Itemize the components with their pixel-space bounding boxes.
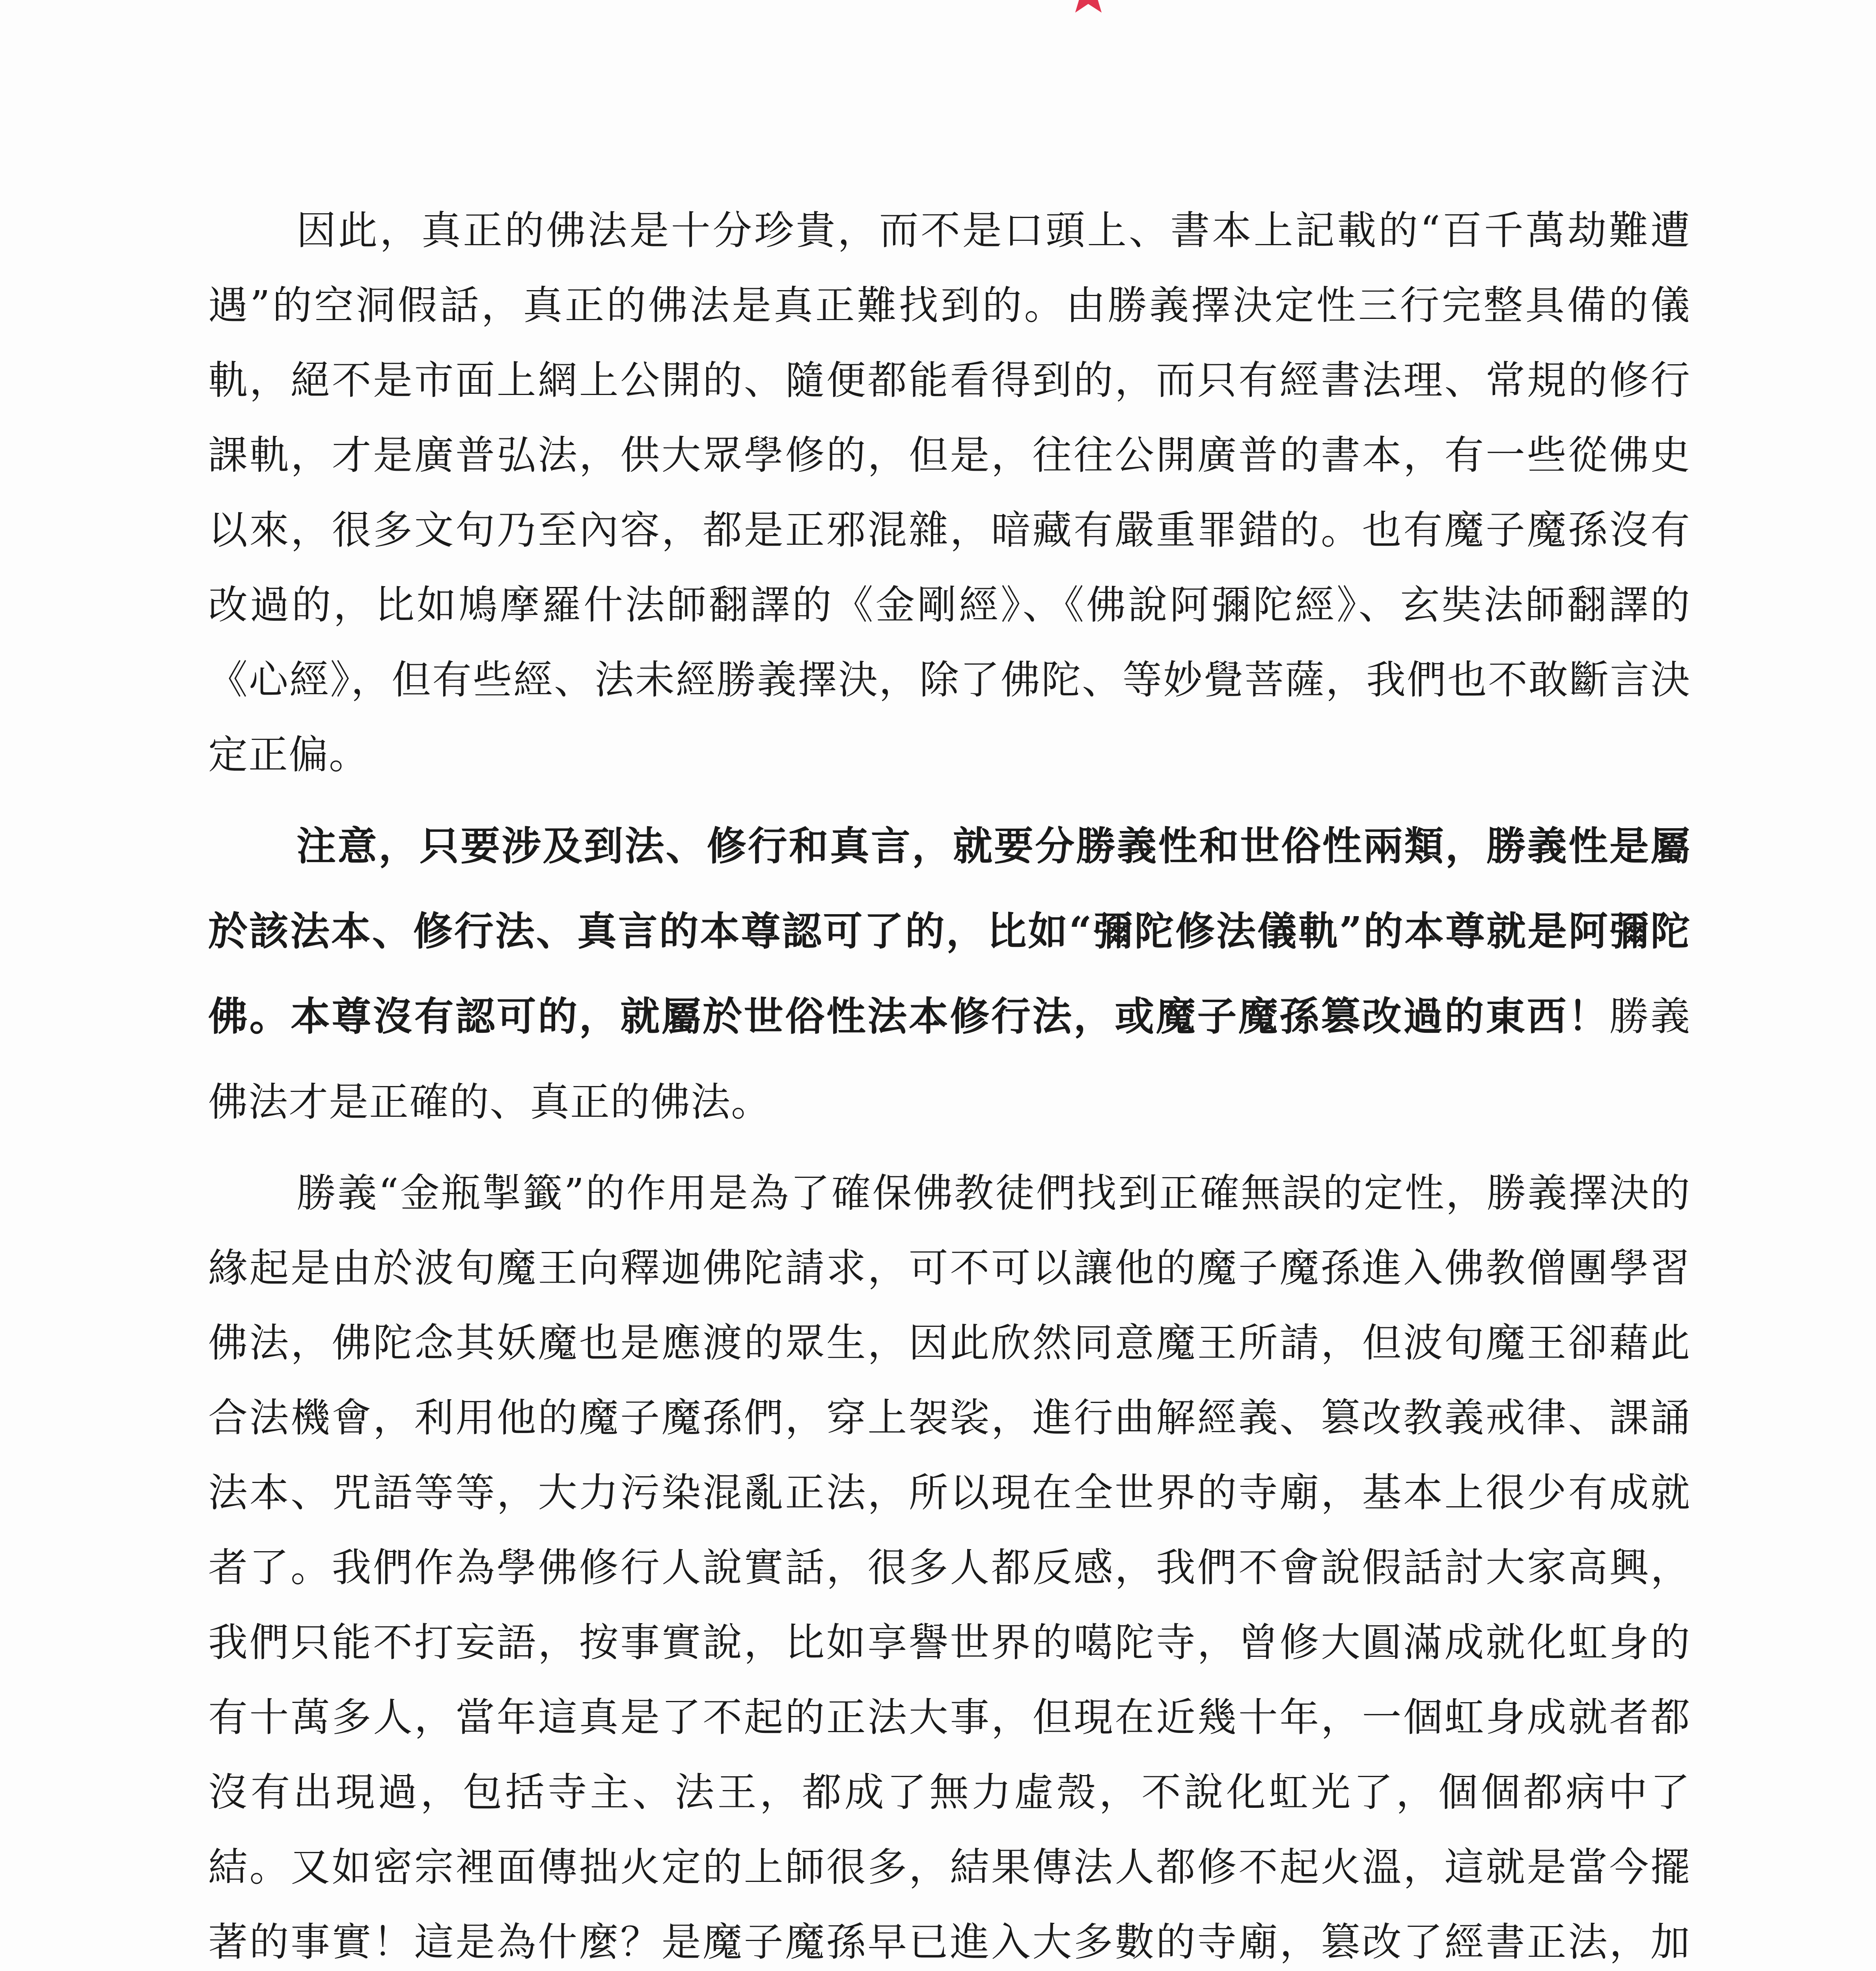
paragraph-2-normal: 勝義佛法才是正確的、真正的佛法。 [208,993,1691,1125]
seal-star-icon [1068,0,1109,13]
paragraph-1: 因此，真正的佛法是十分珍貴，而不是口頭上、書本上記載的“百千萬劫難遭遇”的空洞假話，真正的佛法是真正難找到的。由勝義擇決定性三行完整具備的儀軌，絕不是市面上網上公開的、隨便都能看得到的，而只有經書法理、常規的修行課軌，才是廣普弘法，供大眾學修的，但是，往往公開廣普的書本，有一些從佛史以來，很多文句乃至內容，都是正邪混雜，暗藏有嚴重罪錯的。也有魔子魔孫沒有改過的，比如鳩摩羅什法師翻譯的《金剛經》、《佛說阿彌陀經》、玄奘法師翻譯的《心經》，但有些經、法未經勝義擇決，除了佛陀、等妙覺菩薩，我們也不敢斷言決定正偏。 [208,207,1691,778]
paragraph-2-bold: 注意，只要涉及到法、修行和真言，就要分勝義性和世俗性兩類，勝義性是屬於該法本、修行法、真言的本尊認可了的，比如“彌陀修法儀軌”的本尊就是阿彌陀佛。本尊沒有認可的，就屬於世俗性法本修行法，或魔子魔孫篡改過的東西！ [208,823,1691,1040]
document-body [208,193,1691,1971]
paragraph-3: 勝義“金瓶掣籤”的作用是為了確保佛教徒們找到正確無誤的定性，勝義擇決的緣起是由於波旬魔王向釋迦佛陀請求，可不可以讓他的魔子魔孫進入佛教僧團學習佛法，佛陀念其妖魔也是應渡的眾生，因此欣然同意魔王所請，但波旬魔王卻藉此合法機會，利用他的魔子魔孫們，穿上袈裟，進行曲解經義、篡改教義戒律、課誦法本、咒語等等，大力污染混亂正法，所以現在全世界的寺廟，基本上很少有成就者了。我們作為學佛修行人說實話，很多人都反感，我們不會說假話討大家高興，我們只能不打妄語，按事實說，比如享譽世界的噶陀寺，曾修大圓滿成就化虹身的有十萬多人，當年這真是了不起的正法大事，但現在近幾十年，一個虹身成就者都沒有出現過，包括寺主、法王，都成了無力虛殼，不說化虹光了，個個都病中了結。又如密宗裡面傳拙火定的上師很多，結果傳法人都修不起火溫，這就是當今擺著的事實！這是為什麼？是魔子魔孫早已進入大多數的寺廟，篡改了經書正法，加 [208,1170,1691,1965]
paragraph-2 [208,803,1691,1145]
top-seal-area [0,0,1876,166]
